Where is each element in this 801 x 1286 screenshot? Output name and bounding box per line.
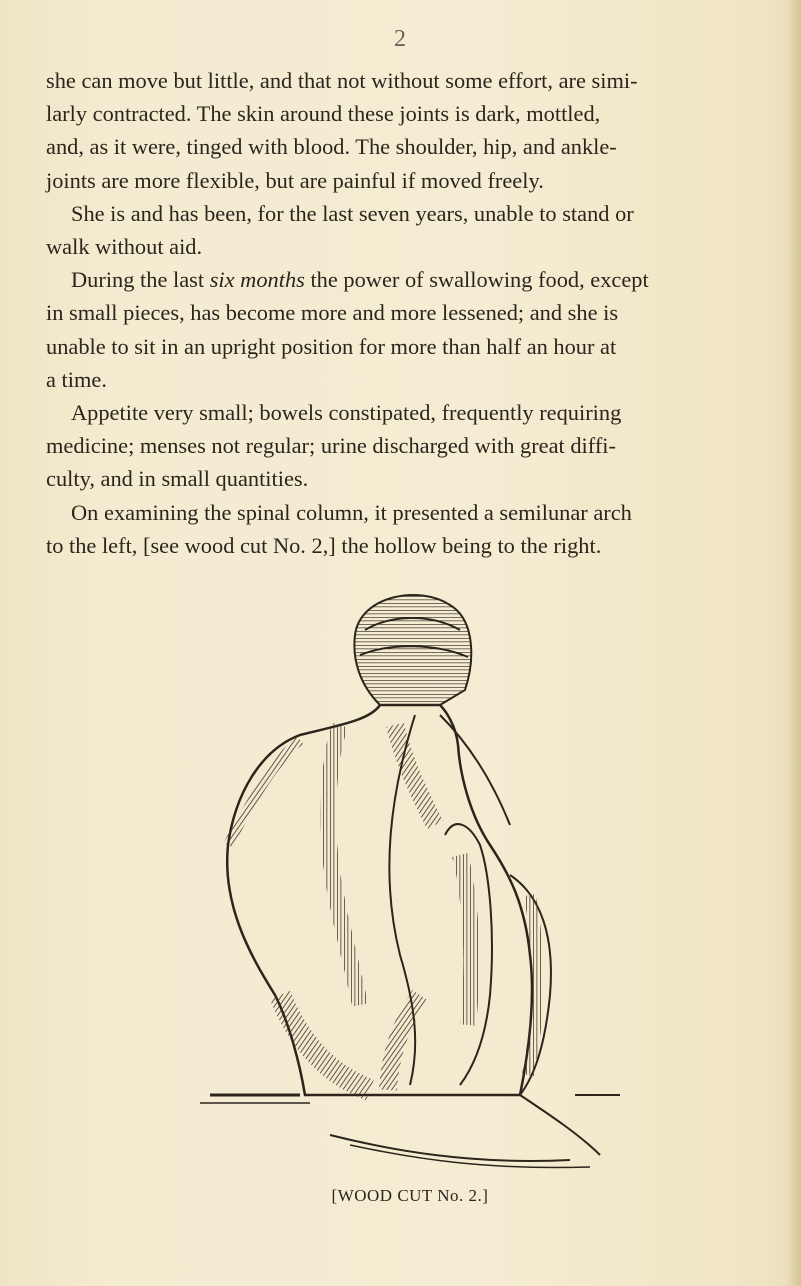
text-line: she can move but little, and that not without some effort, are simi-: [46, 68, 638, 93]
paragraph-2: [46, 197, 774, 263]
text-line: She is and has been, for the last seven years, unable to stand or: [71, 200, 634, 226]
figure-back: [227, 705, 532, 1095]
text-fragment: the power of swallowing food, except: [304, 267, 649, 293]
text-line: unable to sit in an upright position for more than half an hour at: [46, 333, 617, 359]
hair-bun: [354, 595, 471, 705]
text-fragment: During the last: [71, 267, 210, 293]
text-line: to the left, [see wood cut No. 2,] the hollow being to the right.: [46, 532, 602, 558]
text-line: medicine; menses not regular; urine discharged with great diffi-: [46, 433, 616, 459]
text-line: [46, 263, 774, 296]
text-line: joints are more flexible, but are painful if moved freely.: [46, 167, 544, 193]
text-line: and, as it were, tinged with blood. The shoulder, hip, and ankle-: [46, 134, 617, 160]
emphasis-six-months: six months: [209, 267, 305, 293]
text-line: On examining the spinal column, it presented a semilunar arch: [71, 499, 632, 525]
figure-caption: [WOOD CUT No. 2.]: [331, 1186, 489, 1205]
paragraph-1: [46, 64, 774, 197]
text-line: a time.: [46, 366, 107, 392]
text-line: larly contracted. The skin around these joints is dark, mottled,: [46, 101, 601, 127]
text-line: culty, and in small quantities.: [46, 466, 309, 492]
paragraph-5: [46, 496, 774, 562]
page-number: 2: [394, 26, 406, 52]
text-line: in small pieces, has become more and more lessened; and she is: [46, 300, 619, 326]
paragraph-4: [46, 396, 774, 496]
woodcut-illustration: [190, 575, 620, 1175]
seat-base: [200, 1095, 620, 1168]
paragraph-3: [46, 263, 774, 396]
text-line: walk without aid.: [46, 234, 203, 260]
body-text: [46, 64, 774, 562]
page-edge-shadow: [787, 0, 801, 1286]
text-line: Appetite very small; bowels constipated, frequently requiring: [71, 400, 622, 426]
